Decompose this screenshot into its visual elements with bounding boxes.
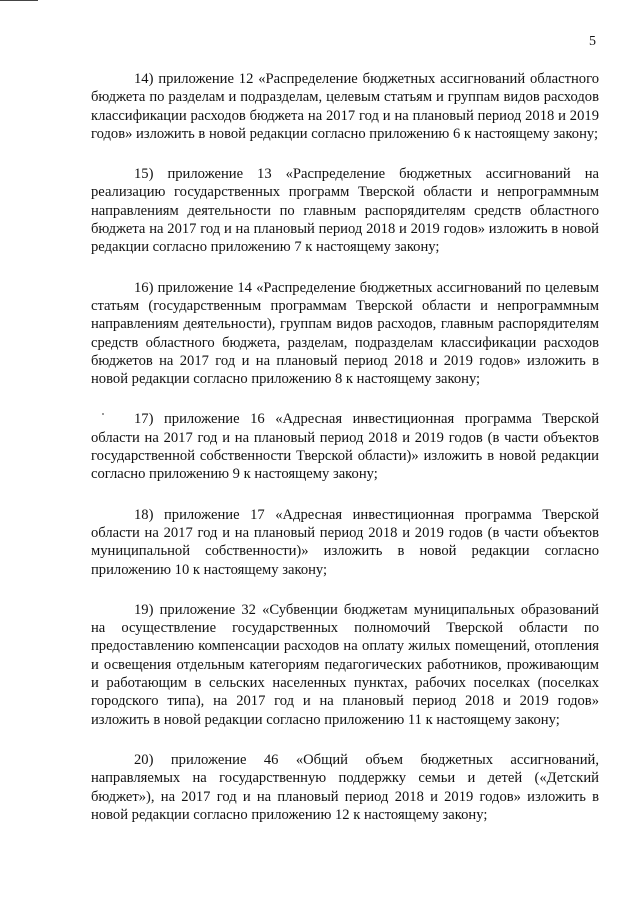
list-item-14: 14) приложение 12 «Распределение бюджетных ассигнований областного бюджета по разделам и подразделам, целевым статьям и группам видов расходов классификации расходов бюджета на 2017 год и на плановый период 2018 и 2019 годов» изложить в новой редакции согласно приложению 6 к настоящему закону; — [91, 71, 599, 142]
document-body — [91, 70, 599, 846]
list-item-19: 19) приложение 32 «Субвенции бюджетам муниципальных образований на осуществление государственных полномочий Тверской области по предоставлению компенсации расходов на оплату жилых помещений, отопления и освещения отдельным категориям педагогических работников, проживающим и работающим в сельских населенных пунктах, рабочих поселках (поселках городского типа), на 2017 год и на плановый период 2018 и 2019 годов» изложить в новой редакции согласно приложению 11 к настоящему закону; — [91, 601, 599, 728]
list-item-17: 17) приложение 16 «Адресная инвестиционная программа Тверской области на 2017 год и на плановый период 2018 и 2019 годов (в части объектов государственной собственности Тверской области)» изложить в новой редакции согласно приложению 9 к настоящему закону; — [91, 411, 599, 483]
list-item-15: 15) приложение 13 «Распределение бюджетных ассигнований на реализацию государственных программ Тверской области и непрограммным направлениям деятельности по главным распорядителям средств областного бюджета на 2017 год и на плановый период 2018 и 2019 годов» изложить в новой редакции согласно приложению 7 к настоящему закону; — [91, 166, 599, 256]
top-edge-rule — [0, 0, 38, 1]
list-item-20: 20) приложение 46 «Общий объем бюджетных ассигнований, направляемых на государственную поддержку семьи и детей («Детский бюджет»), на 2017 год и на плановый период 2018 и 2019 годов» изложить в новой редакции согласно приложению 12 к настоящему закону; — [91, 751, 599, 823]
list-item-18: 18) приложение 17 «Адресная инвестиционная программа Тверской области на 2017 год и на плановый период 2018 и 2019 годов (в части объектов муниципальной собственности)» изложить в новой редакции согласно приложению 10 к настоящему закону; — [91, 506, 599, 578]
list-item-16: 16) приложение 14 «Распределение бюджетных ассигнований по целевым статьям (государственным программам Тверской области и непрограммным направлениям деятельности), группам видов расходов, главным распорядителям средств областного бюджета, разделам, подразделам классификации расходов бюджетов на 2017 год и на плановый период 2018 и 2019 годов» изложить в новой редакции согласно приложению 8 к настоящему закону; — [91, 279, 599, 388]
page-number: 5 — [589, 34, 596, 49]
